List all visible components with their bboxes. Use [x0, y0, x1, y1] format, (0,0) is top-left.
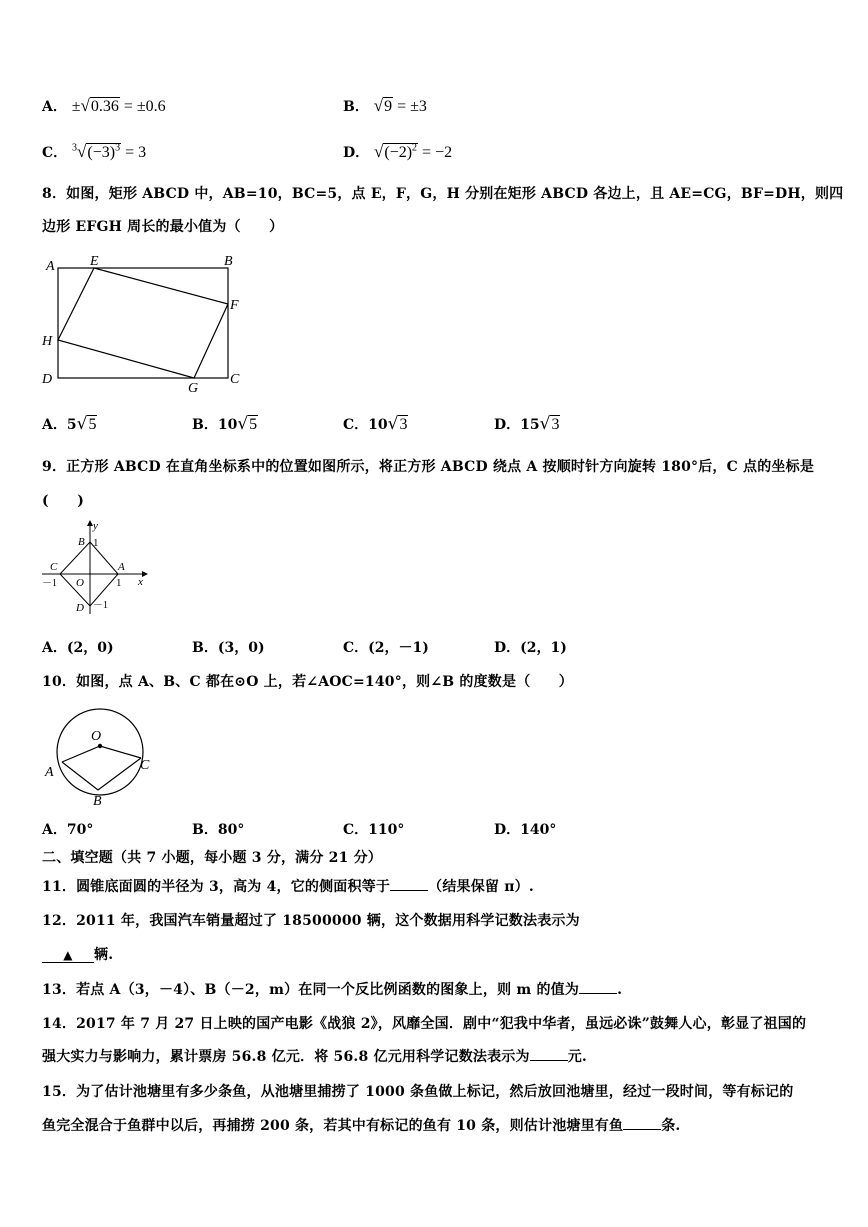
option-letter: A． — [42, 417, 67, 433]
option-letter: D． — [494, 822, 521, 838]
q10-option-d[interactable]: D．140° — [494, 822, 557, 838]
q14-line2: 强大实力与影响力，累计票房 56.8 亿元．将 56.8 亿元用科学记数法表示为 元. — [42, 1046, 587, 1066]
option-letter: B． — [192, 417, 218, 433]
chords-ab-bc — [62, 758, 141, 790]
label-d: D — [42, 372, 53, 387]
quadrilateral-efgh — [58, 268, 228, 378]
q8-option-a[interactable]: A．5√5 — [42, 414, 97, 434]
label-c: C — [50, 561, 58, 573]
q9-option-d[interactable]: D．(2，1) — [494, 640, 567, 656]
q9-stem-line2: ( ) — [42, 493, 85, 509]
option-letter: C． — [343, 822, 369, 838]
option-letter: B． — [343, 99, 369, 115]
q9-stem-line1: 9．正方形 ABCD 在直角坐标系中的位置如图所示，将正方形 ABCD 绕点 A 按顺时针方向旋转 180°后，C 点的坐标是 — [42, 459, 815, 475]
label-b: B — [224, 254, 233, 269]
option-letter: D． — [494, 640, 521, 656]
label-one-top: 1 — [93, 537, 99, 549]
answer-blank[interactable] — [579, 979, 617, 994]
triangle-marker: ▲ — [63, 948, 73, 962]
q10-option-c[interactable]: C．110° — [343, 822, 405, 838]
label-b: B — [93, 794, 102, 809]
answer-blank[interactable] — [623, 1115, 661, 1130]
math-expression: $√(-2)^2 = -2$ — [374, 142, 453, 161]
q9-option-c[interactable]: C．(2，－1) — [343, 640, 429, 656]
label-b: B — [78, 536, 85, 548]
option-letter: A． — [42, 99, 67, 115]
label-a: A — [118, 561, 125, 573]
label-a: A — [46, 259, 55, 274]
label-a: A — [45, 765, 54, 780]
label-one-right: 1 — [116, 577, 122, 589]
q10-option-b[interactable]: B．80° — [192, 822, 245, 838]
q7-option-a[interactable] — [42, 96, 166, 116]
option-letter: A． — [42, 822, 67, 838]
q10-figure — [40, 706, 160, 810]
label-g: G — [188, 381, 199, 396]
label-neg1-bottom: －1 — [93, 600, 108, 611]
rectangle-abcd — [58, 268, 228, 378]
q8-stem-line2: 边形 EFGH 周长的最小值为（ ） — [42, 219, 284, 235]
label-c: C — [230, 372, 240, 387]
math-expression: ±√0.36 = ±0.6 — [71, 96, 166, 115]
label-h: H — [42, 334, 53, 349]
option-letter: A． — [42, 640, 67, 656]
q8-stem-line1: 8．如图，矩形 ABCD 中，AB=10，BC=5，点 E，F，G，H 分别在矩形 ABCD 各边上，且 AE=CG，BF=DH，则四 — [42, 186, 844, 202]
q11: 11．圆锥底面圆的半径为 3，高为 4，它的侧面积等于 （结果保留 π）. — [42, 876, 534, 896]
q10-stem: 10．如图，点 A、B、C 都在⊙O 上，若∠AOC=140°，则∠B 的度数是（ ） — [42, 674, 573, 690]
q12-line1: 12．2011 年，我国汽车销量超过了 18500000 辆，这个数据用科学记数法表示为 — [42, 913, 580, 929]
q7-option-d[interactable] — [343, 142, 452, 162]
option-letter: D． — [343, 145, 370, 161]
radius-lines — [62, 746, 141, 762]
option-letter: C． — [343, 640, 369, 656]
section-title: 二、填空题（共 7 小题，每小题 3 分，满分 21 分） — [42, 850, 383, 866]
option-letter: B． — [192, 822, 218, 838]
q8-figure — [36, 252, 256, 397]
circle-o — [57, 709, 143, 795]
q9-option-a[interactable]: A．(2，0) — [42, 640, 114, 656]
label-o: O — [76, 577, 84, 589]
label-neg1-left: －1 — [42, 578, 57, 589]
label-c: C — [140, 758, 150, 773]
q15-line1: 15．为了估计池塘里有多少条鱼，从池塘里捕捞了 1000 条鱼做上标记，然后放回池塘里，经过一段时间，等有标记的 — [42, 1084, 794, 1100]
label-y: y — [93, 520, 98, 532]
option-letter: C． — [343, 417, 369, 433]
q8-option-c[interactable]: C．10√3 — [343, 414, 408, 434]
label-o: O — [91, 729, 102, 744]
q7-option-c[interactable] — [42, 142, 146, 162]
x-axis-arrow — [142, 571, 148, 577]
label-e: E — [90, 254, 99, 269]
q9-option-b[interactable]: B．(3，0) — [192, 640, 265, 656]
answer-blank[interactable] — [42, 948, 94, 963]
q12-line2: ▲ 辆. — [42, 944, 113, 964]
math-expression: √9 = ±3 — [373, 96, 427, 115]
label-f: F — [230, 298, 239, 313]
q14-line1: 14．2017 年 7 月 27 日上映的国产电影《战狼 2》，风靡全国．剧中“犯我中华者，虽远必诛”鼓舞人心，彰显了祖国的 — [42, 1016, 807, 1032]
math-expression: $^3√(-3)^3 = 3$ — [72, 142, 147, 161]
q10-option-a[interactable]: A．70° — [42, 822, 94, 838]
answer-blank[interactable] — [390, 876, 428, 891]
q15-line2: 鱼完全混合于鱼群中以后，再捕捞 200 条，若其中有标记的鱼有 10 条，则估计池塘里有鱼 条. — [42, 1115, 680, 1135]
label-d: D — [76, 602, 84, 614]
q8-option-d[interactable]: D．15√3 — [494, 414, 560, 434]
q9-figure — [38, 518, 153, 618]
option-letter: C． — [42, 145, 68, 161]
answer-blank[interactable] — [530, 1046, 568, 1061]
option-letter: B． — [192, 640, 218, 656]
q7-option-b[interactable] — [343, 96, 427, 116]
label-x: x — [138, 576, 143, 588]
q13: 13．若点 A（3，－4）、B（－2，m）在同一个反比例函数的图象上，则 m 的值为 . — [42, 979, 622, 999]
option-letter: D． — [494, 417, 521, 433]
q8-option-b[interactable]: B．10√5 — [192, 414, 258, 434]
